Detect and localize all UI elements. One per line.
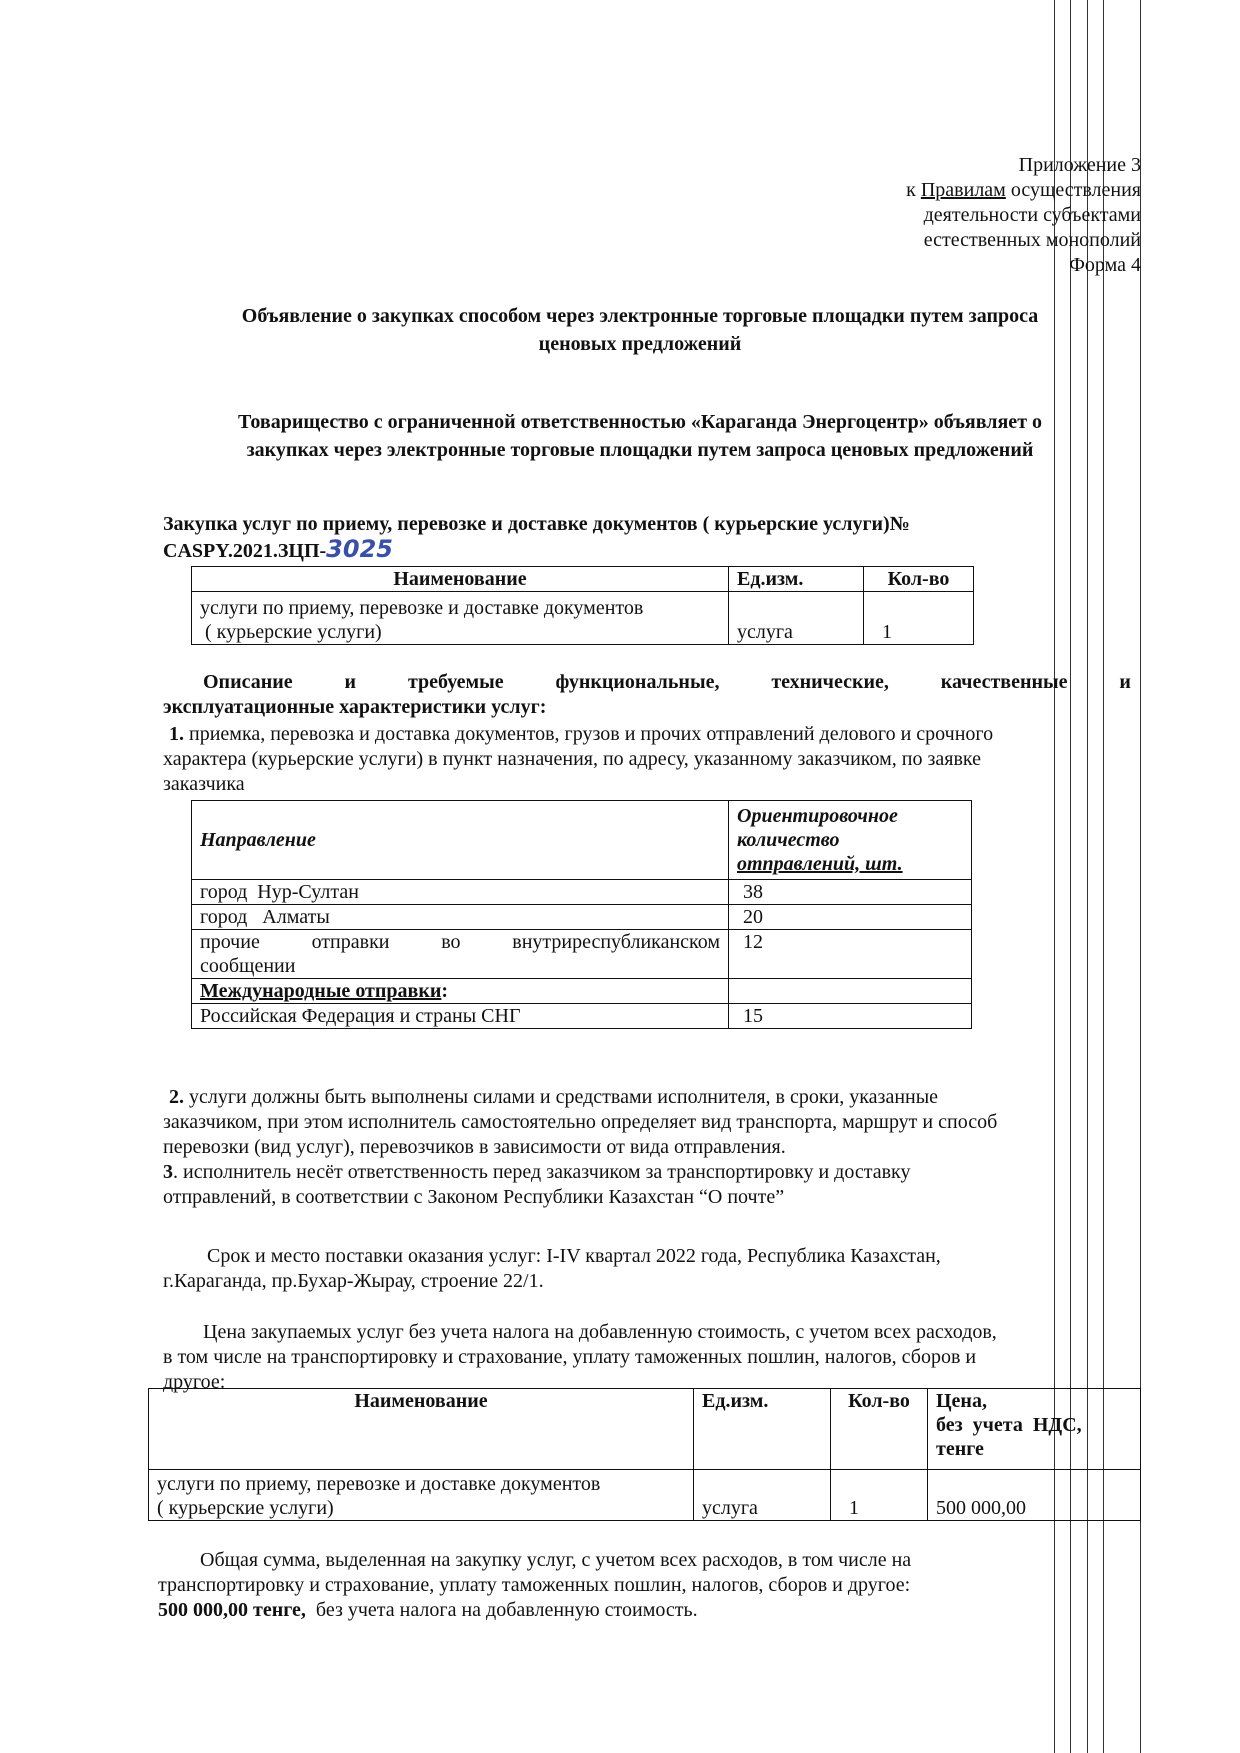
table-row	[192, 592, 974, 645]
direction-cell: город Нур-Султан	[192, 880, 729, 905]
col-unit-header: Ед.изм.	[694, 1389, 831, 1470]
appendix-line-2: к Правилам осуществления	[906, 179, 1141, 201]
direction-cell: город Алматы	[192, 905, 729, 930]
col-unit-header: Ед.изм.	[729, 567, 864, 592]
table-row	[192, 1004, 972, 1029]
table-row	[192, 880, 972, 905]
service-unit: услуга	[694, 1470, 831, 1521]
col-qty-header: Кол-во	[831, 1389, 928, 1470]
appendix-line-1: Приложение 3	[1018, 154, 1141, 176]
table-row	[192, 979, 972, 1004]
delivery-terms: Срок и место поставки оказания услуг: I-IV квартал 2022 года, Республика Казахстан, г.Караганда, пр.Бухар-Жырау, строение 22/1.	[163, 1245, 941, 1292]
purchase-heading-line-1: Закупка услуг по приему, перевозке и доставке документов ( курьерские услуги)№	[163, 513, 910, 535]
announcement-line-2: закупках через электронные торговые площадки путем запроса ценовых предложений	[246, 439, 1034, 461]
description-items-2-3: 2. услуги должны быть выполнены силами и средствами исполнителя, в сроки, указанные заказчиком, при этом исполнитель самостоятельно определяет вид транспорта, маршрут и способ перевозки (вид услуг), перевозчиков в зависимости от вида отправления. 3. исполнитель несёт ответственность перед заказчиком за транспортировку и доставку отправлений, в соответствии с Законом Республики Казахстан “О почте”	[163, 1086, 998, 1208]
qty-cell: 15	[729, 1004, 972, 1029]
purchase-heading	[163, 512, 910, 564]
qty-header: Ориентировочное количество отправлений, шт.	[729, 801, 972, 880]
direction-cell: Российская Федерация и страны СНГ	[192, 1004, 729, 1029]
qty-cell: 20	[729, 905, 972, 930]
table-row	[192, 930, 972, 979]
title-line-1: Объявление о закупках способом через электронные торговые площадки путем запроса	[241, 305, 1039, 327]
col-name-header: Наименование	[192, 567, 729, 592]
document-title	[160, 302, 1120, 358]
price-table	[148, 1388, 1141, 1521]
announcement	[160, 408, 1120, 464]
table-row	[192, 905, 972, 930]
service-price: 500 000,00	[928, 1470, 1141, 1521]
description-heading-line-1: Описание и требуемые функциональные, технические, качественные и	[203, 671, 1131, 693]
col-qty-header: Кол-во	[864, 567, 974, 592]
description-heading	[163, 670, 1131, 720]
announcement-line-1: Товарищество с ограниченной ответственностью «Караганда Энергоцентр» объявляет о	[237, 411, 1043, 433]
purchase-heading-line-2: CASPY.2021.ЗЦП-3025	[163, 535, 393, 563]
total-sum: 500 000,00 тенге,	[158, 1599, 306, 1621]
directions-table	[191, 800, 972, 1029]
table-header-row	[192, 567, 974, 592]
items-table	[191, 566, 974, 645]
description-item-1: 1. приемка, перевозка и доставка документов, грузов и прочих отправлений делового и срочного характера (курьерские услуги) в пункт назначения, по адресу, указанному заказчиком, по заявке заказчика	[163, 723, 994, 795]
appendix-line-4: естественных монополий	[923, 229, 1141, 251]
service-name: услуги по приему, перевозке и доставке документов ( курьерские услуги)	[192, 592, 729, 645]
col-price-header: Цена, без учета НДС, тенге	[928, 1389, 1141, 1470]
service-unit: услуга	[729, 592, 864, 645]
handwritten-number: 3025	[326, 535, 393, 563]
appendix-line-3: деятельности субъектами	[923, 204, 1141, 226]
table-header-row	[149, 1389, 1141, 1470]
appendix-header	[906, 153, 1141, 278]
price-intro: Цена закупаемых услуг без учета налога на добавленную стоимость, с учетом всех расходов, в том числе на транспортировку и страхование, уплату таможенных пошлин, налогов, сборов и другое:	[163, 1321, 997, 1393]
table-header-row	[192, 801, 972, 880]
col-name-header: Наименование	[149, 1389, 694, 1470]
service-name: услуги по приему, перевозке и доставке документов ( курьерские услуги)	[149, 1470, 694, 1521]
direction-header: Направление	[192, 801, 729, 880]
title-line-2: ценовых предложений	[538, 333, 742, 355]
total-amount: Общая сумма, выделенная на закупку услуг, с учетом всех расходов, в том числе на транспортировку и страхование, уплату таможенных пошлин, налогов, сборов и другое: 500 000,00 тенге, без учета налога на добавленную стоимость.	[158, 1549, 912, 1621]
description-heading-line-2: эксплуатационные характеристики услуг:	[163, 696, 547, 718]
service-qty: 1	[864, 592, 974, 645]
table-row	[149, 1470, 1141, 1521]
international-label: Международные отправки:	[192, 979, 729, 1004]
service-qty: 1	[831, 1470, 928, 1521]
rules-link[interactable]: Правилам	[920, 179, 1006, 201]
qty-cell: 12	[729, 930, 972, 979]
qty-cell: 38	[729, 880, 972, 905]
form-number: Форма 4	[1069, 254, 1141, 276]
direction-cell: прочие отправки во внутриреспубликанском сообщении	[192, 930, 729, 979]
